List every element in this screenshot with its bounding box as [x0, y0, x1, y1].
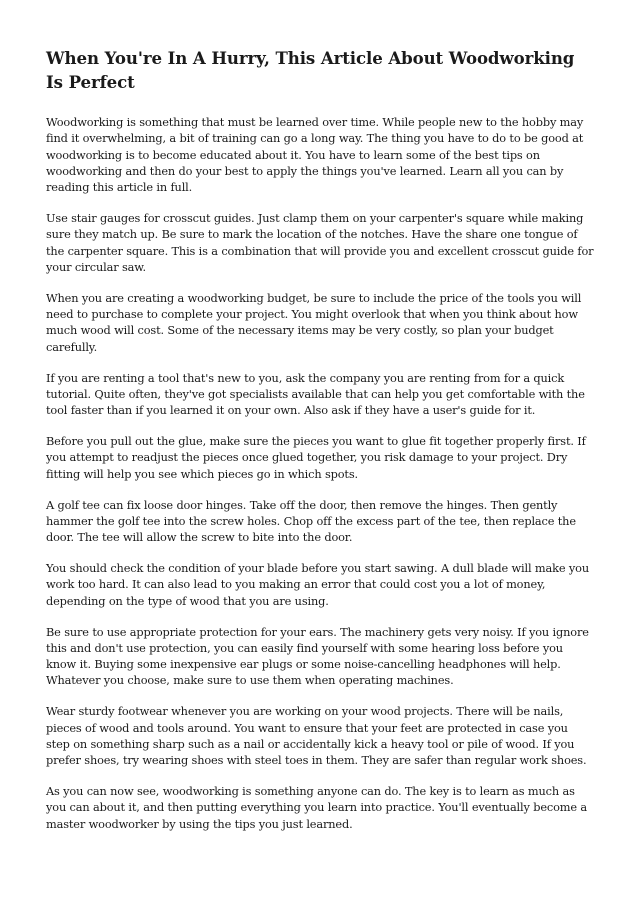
- article-paragraph-7: You should check the condition of your blade before you start sawing. A dull blade will make you work too hard. It can also lead to you making an error that could cost you a lot of money, depending on the type of wood that you are using.: [46, 561, 589, 608]
- article-paragraph-6: A golf tee can fix loose door hinges. Take off the door, then remove the hinges. Then gently hammer the golf tee into the screw holes. Chop off the excess part of the tee, then replace the door. The tee will allow the screw to bite into the door.: [46, 497, 576, 545]
- article-paragraph-8: Be sure to use appropriate protection for your ears. The machinery gets very noisy. If you ignore this and don't use protection, you can easily find yourself with some hearing loss before you know it. Buying some inexpensive ear plugs or some noise-cancelling headphones will help. Whatever you choose, make sure to use them when operating machines.: [46, 624, 589, 688]
- article-paragraph-5: Before you pull out the glue, make sure the pieces you want to glue fit together properly first. If you attempt to readjust the pieces once glued together, you risk damage to your project. Dry fitting will help you see which pieces go in which spots.: [46, 434, 586, 481]
- article-paragraph-2: Use stair gauges for crosscut guides. Just clamp them on your carpenter's square while making sure they match up. Be sure to mark the location of the notches. Have the share one tongue of the carpenter square. This is a combination that will provide you and excellent crosscut guide for your circular saw.: [46, 211, 594, 274]
- article-page: [46, 46, 594, 847]
- article-paragraph-3: When you are creating a woodworking budget, be sure to include the price of the tools you will need to purchase to complete your project. You might overlook that when you think about how much wood will cost. Some of the necessary items may be very costly, so plan your budget carefully.: [46, 290, 582, 354]
- article-paragraph-4: If you are renting a tool that's new to you, ask the company you are renting from for a quick tutorial. Quite often, they've got specialists available that can help you get comfortable with the tool faster than if you learned it on your own. Also ask if they have a user's guide for it.: [46, 370, 585, 418]
- article-paragraph-9: Wear sturdy footwear whenever you are working on your wood projects. There will be nails, pieces of wood and tools around. You want to ensure that your feet are protected in case you step on something sharp such as a nail or accidentally kick a heavy tool or pile of wood. If you prefer shoes, try wearing shoes with steel toes in them. They are safer than regular work shoes.: [46, 704, 587, 768]
- article-paragraph-1: Woodworking is something that must be learned over time. While people new to the hobby may find it overwhelming, a bit of training can go a long way. The thing you have to do to be good at woodworking is to become educated about it. You have to learn some of the best tips on woodworking and then do your best to apply the things you've learned. Learn all you can by reading this article in full.: [46, 115, 584, 195]
- article-paragraph-10: As you can now see, woodworking is something anyone can do. The key is to learn as much as you can about it, and then putting everything you learn into practice. You'll eventually become a master woodworker by using the tips you just learned.: [46, 784, 588, 831]
- article-title: When You're In A Hurry, This Article About Woodworking Is Perfect: [46, 48, 575, 92]
